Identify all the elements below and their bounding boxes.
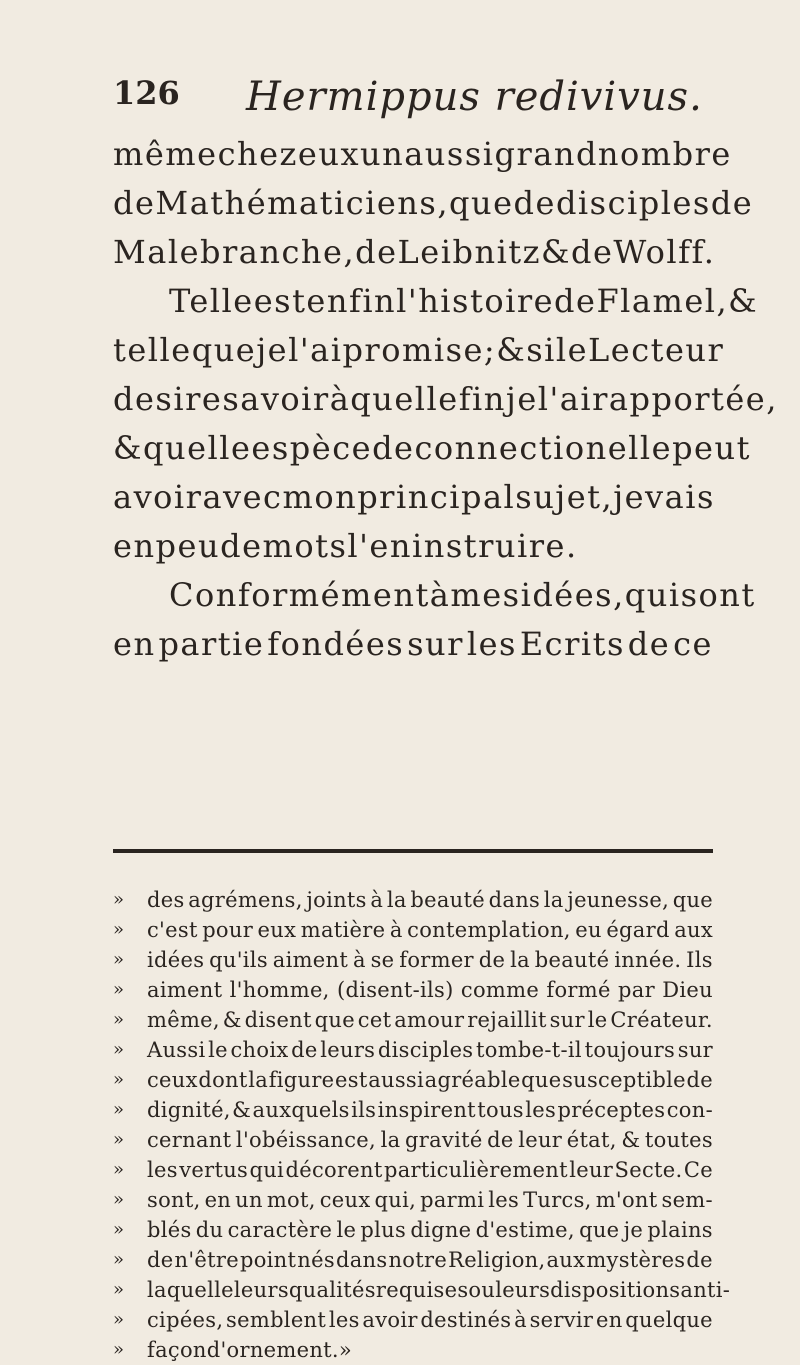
text-line: même chez eux un aussi grand nombre [113, 135, 732, 173]
text-line: telle que je l'ai promise ; & si le Lecteur [113, 331, 725, 369]
footnote-text: des agrémens, joints à la beauté dans la jeunesse, que [147, 888, 713, 912]
footnote-divider [113, 849, 713, 853]
footnote-line [113, 1005, 713, 1035]
footnote-text: dignité, & auxquels ils inspirent tous les préceptes con- [147, 1098, 713, 1122]
footnote-text: cipées, semblent les avoir destinés à servir en quelque [147, 1308, 713, 1332]
quote-mark: » [113, 1009, 125, 1030]
text-line: Malebranche, de Leibnitz & de Wolff. [113, 233, 716, 271]
footnote-line [113, 1185, 713, 1215]
quote-mark: » [113, 1219, 125, 1240]
footnote-text: Aussi le choix de leurs disciples tombe-t-il toujours sur [147, 1038, 713, 1062]
footnote-line [113, 1245, 713, 1275]
footnote-line [113, 1275, 731, 1305]
footnote-text: ceux dont la figure est aussi agréable que susceptible de [147, 1068, 713, 1092]
text-line: en partie fondées sur les Ecrits de ce [113, 625, 713, 663]
footnote-text: c'est pour eux matière à contemplation, eu égard aux [147, 918, 713, 942]
text-line: avoir avec mon principal sujet, je vais [113, 478, 715, 516]
quote-mark: » [113, 1339, 125, 1360]
quote-mark: » [113, 889, 125, 910]
text-line: & quelle espèce de connection elle peut [113, 429, 751, 467]
footnote-line [113, 1305, 713, 1335]
footnote-text: idées qu'ils aiment à se former de la beauté innée. Ils [147, 948, 713, 972]
quote-mark: » [113, 1159, 125, 1180]
footnote [113, 885, 731, 1365]
text-line: de Mathématiciens, que de disciples de [113, 184, 754, 222]
footnote-text: laquelle leurs qualités requises ou leurs dispositions anti- [147, 1278, 731, 1302]
footnote-line [113, 1125, 713, 1155]
page-number: 126 [113, 74, 180, 112]
footnote-line [113, 915, 713, 945]
text-line: en peu de mots l'en instruire. [113, 527, 578, 565]
footnote-text: façon d'ornement. » [147, 1338, 353, 1362]
quote-mark: » [113, 1099, 125, 1120]
text-line: Telle est enfin l'histoire de Flamel, & [169, 282, 759, 320]
text-line: desire savoir à quelle fin je l'ai rapportée, [113, 380, 778, 418]
quote-mark: » [113, 1039, 125, 1060]
footnote-line [113, 885, 713, 915]
quote-mark: » [113, 949, 125, 970]
quote-mark: » [113, 1309, 125, 1330]
quote-mark: » [113, 1249, 125, 1270]
page-header [113, 74, 713, 124]
quote-mark: » [113, 1189, 125, 1210]
footnote-text: de n'être point nés dans notre Religion, aux mystères de [147, 1248, 713, 1272]
footnote-text: même, & disent que cet amour rejaillit sur le Créateur. [147, 1008, 713, 1032]
footnote-text: sont, en un mot, ceux qui, parmi les Turcs, m'ont sem- [147, 1188, 713, 1212]
footnote-line [113, 975, 713, 1005]
quote-mark: » [113, 1069, 125, 1090]
footnote-line [113, 945, 713, 975]
main-text [113, 130, 778, 669]
quote-mark: » [113, 1279, 125, 1300]
footnote-line [113, 1065, 713, 1095]
footnote-text: les vertus qui décorent particulièrement leur Secte. Ce [147, 1158, 713, 1182]
footnote-line [113, 1335, 713, 1365]
running-title: Hermippus redivivus. [246, 74, 703, 120]
footnote-text: cernant l'obéissance, la gravité de leur état, & toutes [147, 1128, 713, 1152]
quote-mark: » [113, 919, 125, 940]
footnote-line [113, 1035, 713, 1065]
footnote-line [113, 1155, 713, 1185]
footnote-text: blés du caractère le plus digne d'estime, que je plains [147, 1218, 713, 1242]
footnote-line [113, 1215, 713, 1245]
quote-mark: » [113, 1129, 125, 1150]
quote-mark: » [113, 979, 125, 1000]
footnote-line [113, 1095, 713, 1125]
footnote-text: aiment l'homme, (disent-ils) comme formé par Dieu [147, 978, 713, 1002]
text-line: Conformément à mes idées, qui sont [169, 576, 756, 614]
